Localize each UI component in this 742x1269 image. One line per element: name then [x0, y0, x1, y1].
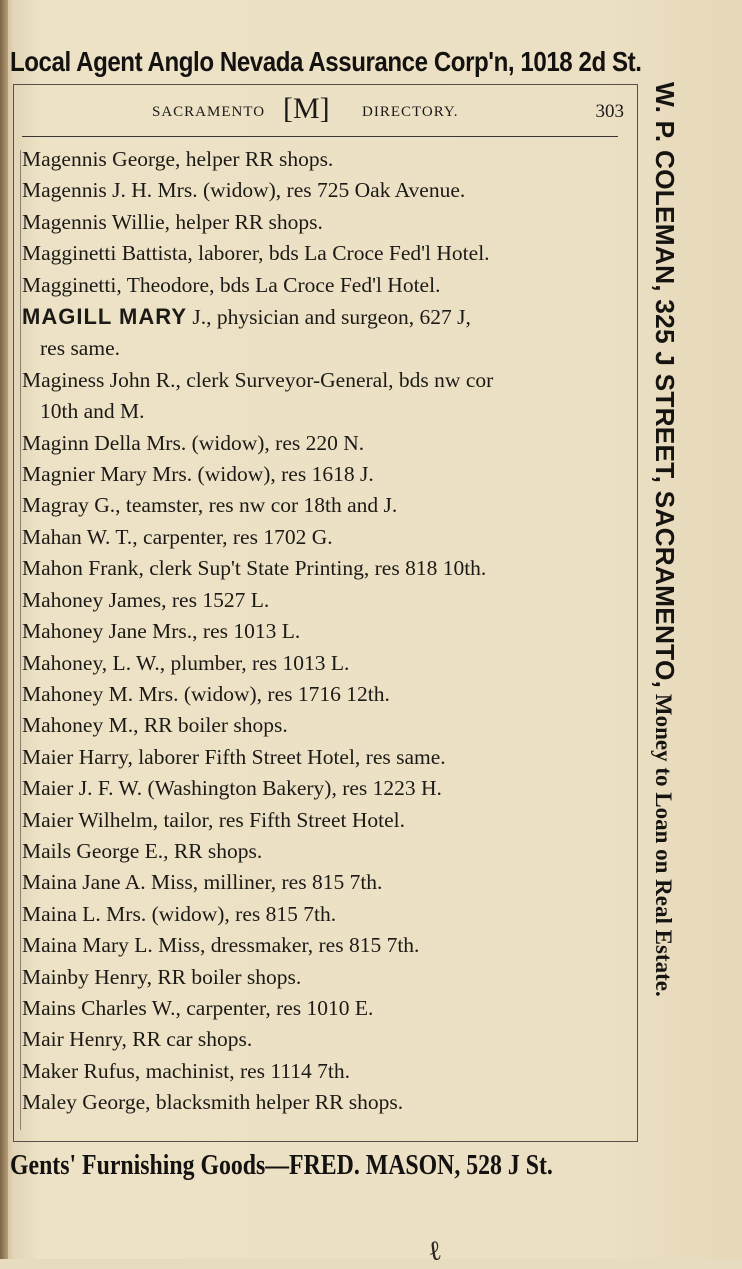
bottom-advertisement: Gents' Furnishing Goods—FRED. MASON, 528 J St.: [10, 1150, 553, 1181]
directory-entry: Mahan W. T., carpenter, res 1702 G.: [22, 524, 333, 549]
directory-entry: Maina L. Mrs. (widow), res 815 7th.: [22, 901, 337, 926]
top-advertisement: Local Agent Anglo Nevada Assurance Corp'n, 1018 2d St.: [10, 46, 642, 77]
featured-directory-entry: [22, 301, 622, 333]
directory-entry: Mair Henry, RR car shops.: [22, 1027, 253, 1052]
side-advertisement: [642, 82, 682, 1142]
directory-entries: [22, 144, 622, 1119]
directory-entry: Mahon Frank, clerk Sup't State Printing, res 818 10th.: [22, 556, 487, 581]
footer-mark: ℓ: [425, 1233, 444, 1268]
featured-entry-details: J., physician and surgeon, 627 J,: [187, 305, 471, 330]
directory-entry: Mahoney M., RR boiler shops.: [22, 713, 288, 738]
directory-entry: Magennis Willie, helper RR shops.: [22, 209, 323, 234]
directory-entry: Maina Mary L. Miss, dressmaker, res 815 7th.: [22, 933, 420, 958]
directory-entry: Mahoney James, res 1527 L.: [22, 587, 270, 612]
directory-entry: Maier Harry, laborer Fifth Street Hotel, res same.: [22, 744, 446, 769]
directory-entry: Maginn Della Mrs. (widow), res 220 N.: [22, 430, 365, 455]
header-rule: [22, 136, 618, 137]
directory-entry: Maier J. F. W. (Washington Bakery), res 1223 H.: [22, 776, 442, 801]
directory-entry: Maginess John R., clerk Surveyor-General, bds nw cor: [22, 367, 494, 392]
directory-entry: Mahoney M. Mrs. (widow), res 1716 12th.: [22, 681, 390, 706]
margin-rule: [20, 150, 21, 1130]
page-number: 303: [595, 101, 624, 122]
directory-entry-continuation: 10th and M.: [40, 399, 145, 424]
directory-entry: Maina Jane A. Miss, milliner, res 815 7th.: [22, 870, 383, 895]
directory-entry: Magennis J. H. Mrs. (widow), res 725 Oak Avenue.: [22, 178, 466, 203]
directory-entry: Maker Rufus, machinist, res 1114 7th.: [22, 1058, 351, 1083]
directory-entry: Mainby Henry, RR boiler shops.: [22, 964, 302, 989]
featured-entry-surname: MAGILL MARY: [22, 304, 187, 330]
directory-entry: Maley George, blacksmith helper RR shops.: [22, 1090, 404, 1115]
directory-entry: Magennis George, helper RR shops.: [22, 147, 334, 171]
directory-entry: Mahoney Jane Mrs., res 1013 L.: [22, 619, 301, 644]
running-head-letter: [M]: [283, 92, 330, 125]
running-head-city: SACRAMENTO: [152, 104, 266, 120]
directory-entry: Mails George E., RR shops.: [22, 838, 263, 863]
side-advertisement-offer: Money to Loan on Real Estate.: [651, 688, 676, 997]
page-spine-edge: [0, 0, 8, 1259]
running-head: [30, 92, 624, 132]
directory-entry-continuation: res same.: [40, 336, 120, 361]
directory-entry: Maier Wilhelm, tailor, res Fifth Street Hotel.: [22, 807, 406, 832]
directory-entry: Magnier Mary Mrs. (widow), res 1618 J.: [22, 462, 374, 487]
side-advertisement-text: [649, 82, 680, 997]
directory-entry: Magginetti Battista, laborer, bds La Croce Fed'l Hotel.: [22, 241, 490, 266]
directory-entry: Mahoney, L. W., plumber, res 1013 L.: [22, 650, 350, 675]
side-advertisement-name: W. P. COLEMAN, 325 J STREET, SACRAMENTO,: [650, 82, 680, 689]
directory-entry: Magray G., teamster, res nw cor 18th and J.: [22, 493, 398, 518]
directory-entry: Magginetti, Theodore, bds La Croce Fed'l Hotel.: [22, 272, 441, 297]
running-head-title: DIRECTORY.: [362, 104, 459, 120]
directory-entry: Mains Charles W., carpenter, res 1010 E.: [22, 995, 374, 1020]
